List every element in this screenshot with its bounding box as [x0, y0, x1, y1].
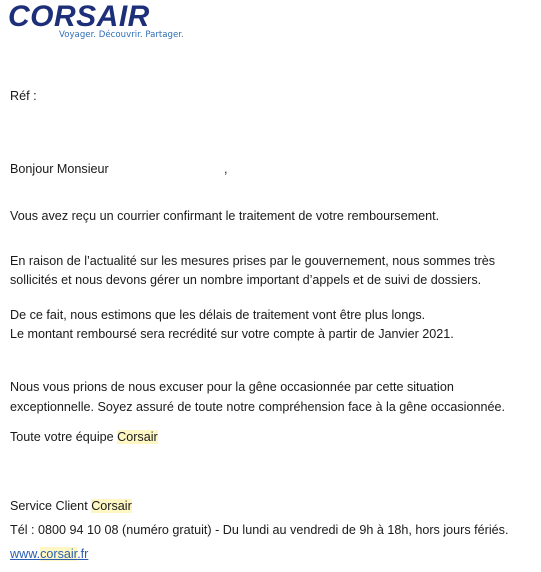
paragraph-apology-line2: exceptionnelle. Soyez assuré de toute notre compréhension face à la gêne occasionnée.	[10, 400, 505, 414]
website-link-brand[interactable]: corsair	[40, 547, 78, 561]
website-link-suffix[interactable]: .fr	[77, 547, 89, 561]
paragraph-apology-line1: Nous vous prions de nous excuser pour la gêne occasionnée par cette situation	[10, 380, 454, 394]
service-client-line	[10, 497, 132, 516]
paragraph-context-line2: sollicités et nous devons gérer un nombre important d’appels et de suivi de dossiers.	[10, 273, 482, 287]
website-link[interactable]	[10, 545, 88, 564]
logo-wordmark: CORSAIR	[8, 0, 150, 33]
signature-team	[10, 428, 158, 447]
website-link-prefix[interactable]: www.	[10, 547, 41, 561]
greeting-line	[10, 160, 240, 179]
paragraph-context-line1: En raison de l’actualité sur les mesures prises par le gouvernement, nous sommes très	[10, 254, 496, 268]
service-client-text: Service Client	[10, 499, 92, 513]
greeting-punctuation: ,	[224, 162, 228, 176]
signature-team-text: Toute votre équipe	[10, 430, 118, 444]
reference-label: Réf :	[10, 89, 37, 103]
phone-line: Tél : 0800 94 10 08 (numéro gratuit) - Du lundi au vendredi de 9h à 18h, hors jours fériés.	[10, 523, 509, 537]
service-client-brand-highlight: Corsair	[91, 499, 132, 513]
paragraph-delay-line2: Le montant remboursé sera recrédité sur votre compte à partir de Janvier 2021.	[10, 327, 454, 341]
paragraph-delay-line1: De ce fait, nous estimons que les délais de traitement vont être plus longs.	[10, 308, 426, 322]
paragraph-refund-confirmation: Vous avez reçu un courrier confirmant le traitement de votre remboursement.	[10, 209, 440, 223]
signature-brand-highlight: Corsair	[117, 430, 158, 444]
logo-tagline: Voyager. Découvrir. Partager.	[59, 30, 184, 40]
greeting-text: Bonjour Monsieur	[10, 162, 109, 176]
corsair-logo	[8, 2, 198, 42]
